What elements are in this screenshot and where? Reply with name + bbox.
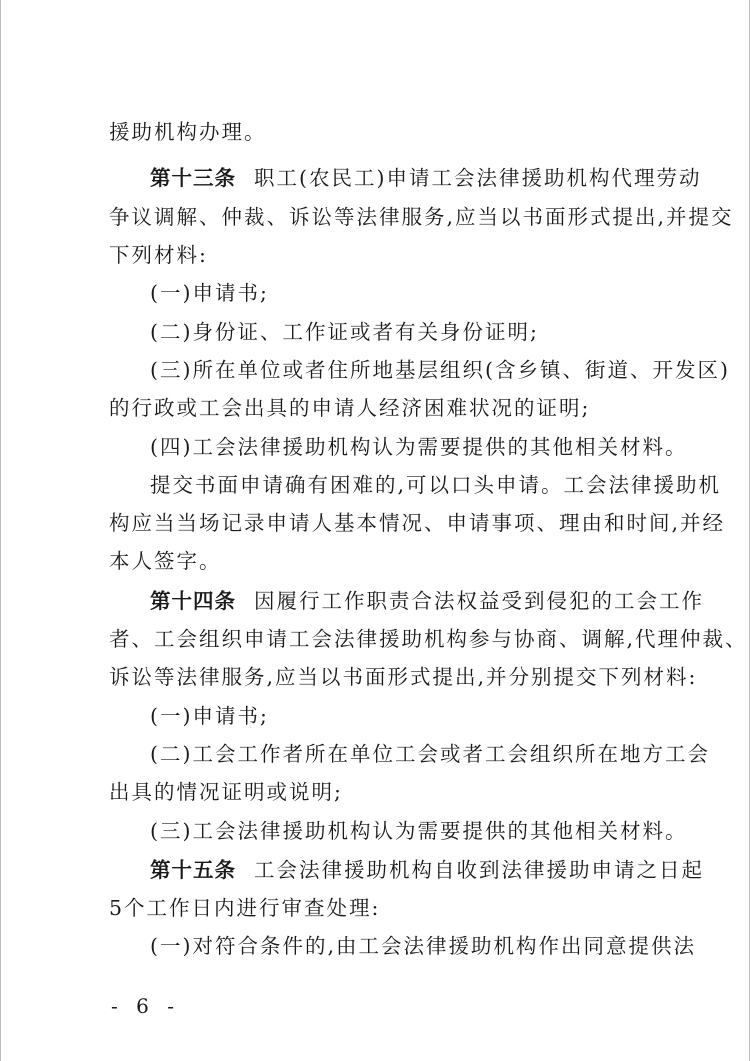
list-item bbox=[150, 356, 730, 384]
text-line bbox=[109, 241, 649, 269]
line-text: 诉讼等法律服务,应当以书面形式提出,并分别提交下列材料: bbox=[109, 665, 698, 689]
text-line bbox=[109, 778, 649, 806]
line-text: (二)工会工作者所在单位工会或者工会组织所在地方工会 bbox=[150, 742, 710, 766]
line-text: (三)工会法律援助机构认为需要提供的其他相关材料。 bbox=[150, 819, 688, 843]
line-text: (三)所在单位或者住所地基层组织(含乡镇、街道、开发区) bbox=[150, 358, 730, 382]
text-line bbox=[109, 509, 726, 537]
text-line bbox=[109, 547, 649, 575]
line-text: (一)对符合条件的,由工会法律援助机构作出同意提供法 bbox=[150, 934, 697, 958]
line-text: (四)工会法律援助机构认为需要提供的其他相关材料。 bbox=[150, 435, 688, 459]
line-text: 争议调解、仲裁、诉讼等法律服务,应当以书面形式提出,并提交 bbox=[109, 205, 734, 229]
line-text: 援助机构办理。 bbox=[109, 120, 267, 144]
text-line bbox=[109, 394, 649, 422]
line-text: 构应当当场记录申请人基本情况、申请事项、理由和时间,并经 bbox=[109, 511, 726, 535]
text-line bbox=[109, 203, 734, 231]
line-text: 的行政或工会出具的申请人经济困难状况的证明; bbox=[109, 396, 591, 420]
list-item bbox=[150, 817, 688, 845]
line-text: 出具的情况证明或说明; bbox=[109, 780, 343, 804]
article-heading: 第十三条 bbox=[150, 166, 236, 190]
line-text: (一)申请书; bbox=[150, 281, 269, 305]
line-text: (一)申请书; bbox=[150, 704, 269, 728]
text-line bbox=[150, 471, 722, 499]
line-text: 因履行工作职责合法权益受到侵犯的工会工作 bbox=[254, 589, 704, 613]
article-heading: 第十五条 bbox=[150, 858, 236, 882]
page-number: - 6 - bbox=[111, 994, 180, 1018]
article-14-heading-line bbox=[150, 587, 704, 615]
list-item bbox=[150, 702, 649, 730]
line-text: 者、工会组织申请工会法律援助机构参与协商、调解,代理仲裁、 bbox=[109, 627, 748, 651]
text-line bbox=[109, 625, 748, 653]
text-line bbox=[109, 894, 649, 922]
list-item bbox=[150, 433, 688, 461]
article-13-heading-line bbox=[150, 164, 702, 192]
line-text: (二)身份证、工作证或者有关身份证明; bbox=[150, 320, 539, 344]
list-item bbox=[150, 318, 649, 346]
list-item bbox=[150, 740, 710, 768]
text-line bbox=[109, 118, 649, 146]
list-item bbox=[150, 932, 697, 960]
line-text: 提交书面申请确有困难的,可以口头申请。工会法律援助机 bbox=[150, 473, 722, 497]
line-text: 职工(农民工)申请工会法律援助机构代理劳动 bbox=[254, 166, 702, 190]
line-text: 下列材料: bbox=[109, 243, 208, 267]
list-item bbox=[150, 279, 649, 307]
article-heading: 第十四条 bbox=[150, 589, 236, 613]
text-line bbox=[109, 663, 698, 691]
article-15-heading-line bbox=[150, 856, 704, 884]
line-text: 工会法律援助机构自收到法律援助申请之日起 bbox=[254, 858, 704, 882]
line-text: 5个工作日内进行审查处理: bbox=[109, 896, 381, 920]
line-text: 本人签字。 bbox=[109, 549, 222, 573]
